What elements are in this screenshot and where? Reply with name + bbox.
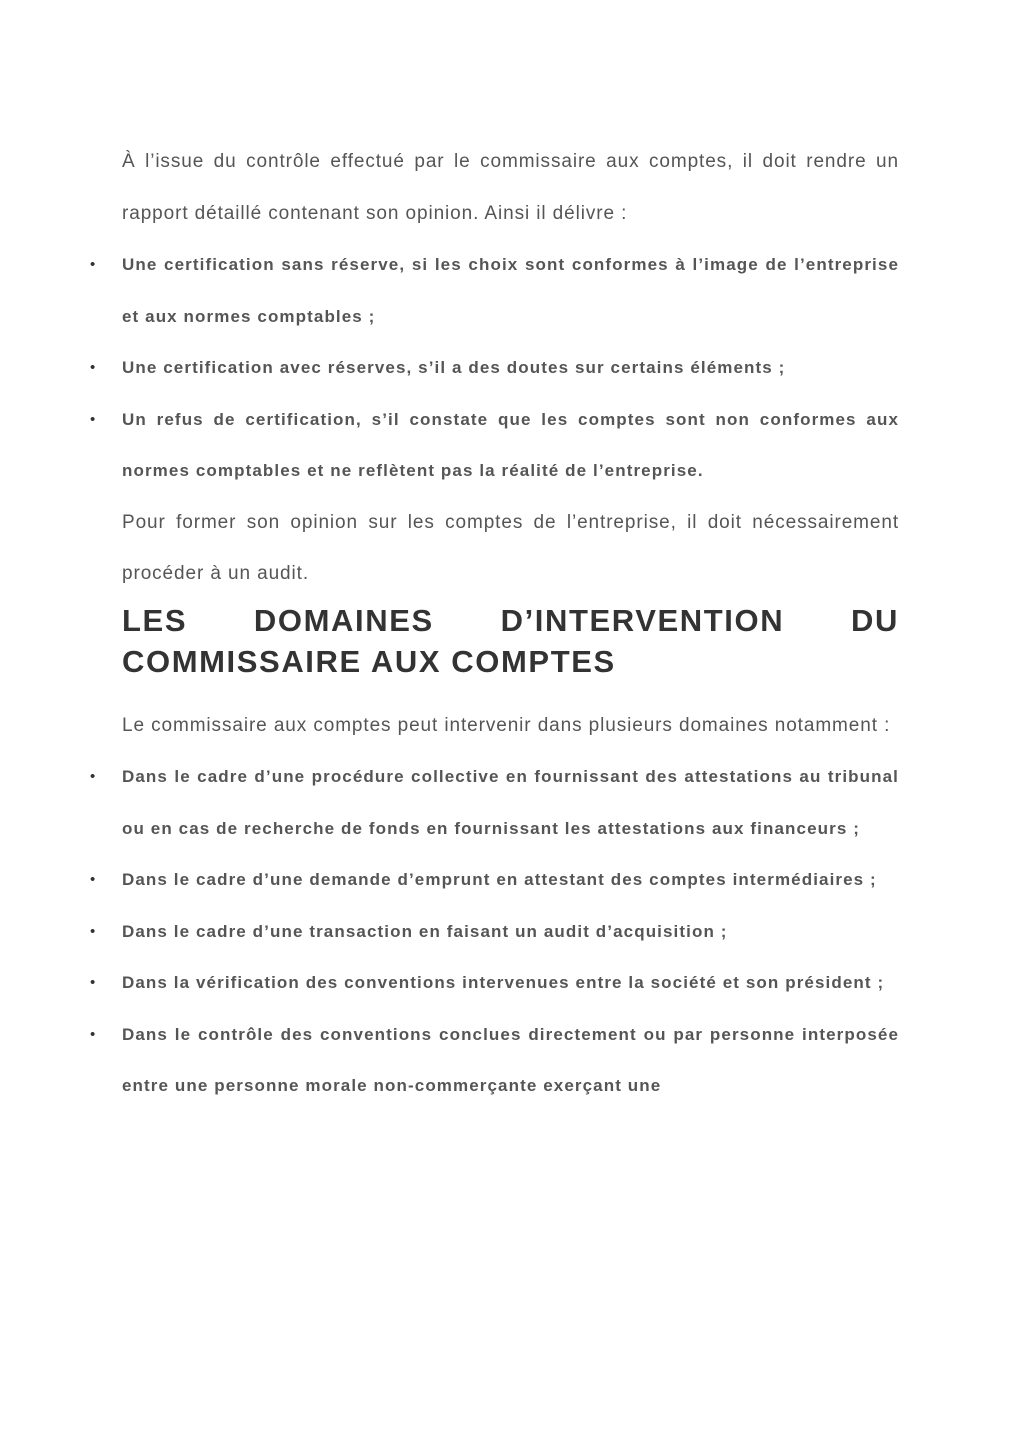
section-heading: LES DOMAINES D’INTERVENTION DU COMMISSAIRE AUX COMPTES	[122, 602, 899, 679]
bullet-icon: •	[90, 256, 96, 273]
bullet-icon: •	[90, 974, 96, 991]
certification-list	[90, 239, 899, 497]
list-item	[90, 239, 899, 342]
list-item-text: Un refus de certification, s’il constate que les comptes sont non conformes aux normes comptables et ne reflètent pas la réalité de l’entreprise.	[122, 409, 899, 480]
bullet-icon: •	[90, 922, 96, 940]
section1-intro: À l’issue du contrôle effectué par le commissaire aux comptes, il doit rendre un rapport détaillé contenant son opinion. Ainsi il délivre :	[122, 151, 899, 224]
section2-intro: Le commissaire aux comptes peut intervenir dans plusieurs domaines notamment :	[122, 714, 891, 736]
bullet-icon: •	[90, 1025, 96, 1043]
list-item	[90, 751, 899, 854]
list-item-text: Une certification sans réserve, si les choix sont conformes à l’image de l’entreprise et aux normes comptables ;	[122, 255, 899, 326]
list-item	[90, 854, 899, 906]
section1-closing: Pour former son opinion sur les comptes de l’entreprise, il doit nécessairement procéder à un audit.	[122, 511, 899, 584]
list-item-text: Dans le contrôle des conventions conclues directement ou par personne interposée entre une personne morale non-commerçante exerçant une	[122, 1024, 899, 1095]
list-item	[90, 1009, 899, 1112]
list-item	[90, 342, 899, 394]
list-item-text: Dans le cadre d’une demande d’emprunt en attestant des comptes intermédiaires ;	[122, 870, 877, 889]
list-item	[90, 906, 899, 958]
bullet-icon: •	[90, 410, 96, 428]
list-item-text: Dans le cadre d’une procédure collective en fournissant des attestations au tribunal ou en cas de recherche de fonds en fournissant les attestations aux financeurs ;	[122, 767, 899, 838]
bullet-icon: •	[90, 359, 96, 376]
list-item	[90, 957, 899, 1009]
bullet-icon: •	[90, 871, 96, 888]
list-item-text: Une certification avec réserves, s’il a des doutes sur certains éléments ;	[122, 358, 786, 377]
bullet-icon: •	[90, 768, 96, 785]
document-content	[90, 136, 899, 1112]
list-item	[90, 394, 899, 497]
list-item-text: Dans le cadre d’une transaction en faisant un audit d’acquisition ;	[122, 921, 728, 941]
domains-list	[90, 751, 899, 1112]
list-item-text: Dans la vérification des conventions intervenues entre la société et son président ;	[122, 973, 885, 992]
